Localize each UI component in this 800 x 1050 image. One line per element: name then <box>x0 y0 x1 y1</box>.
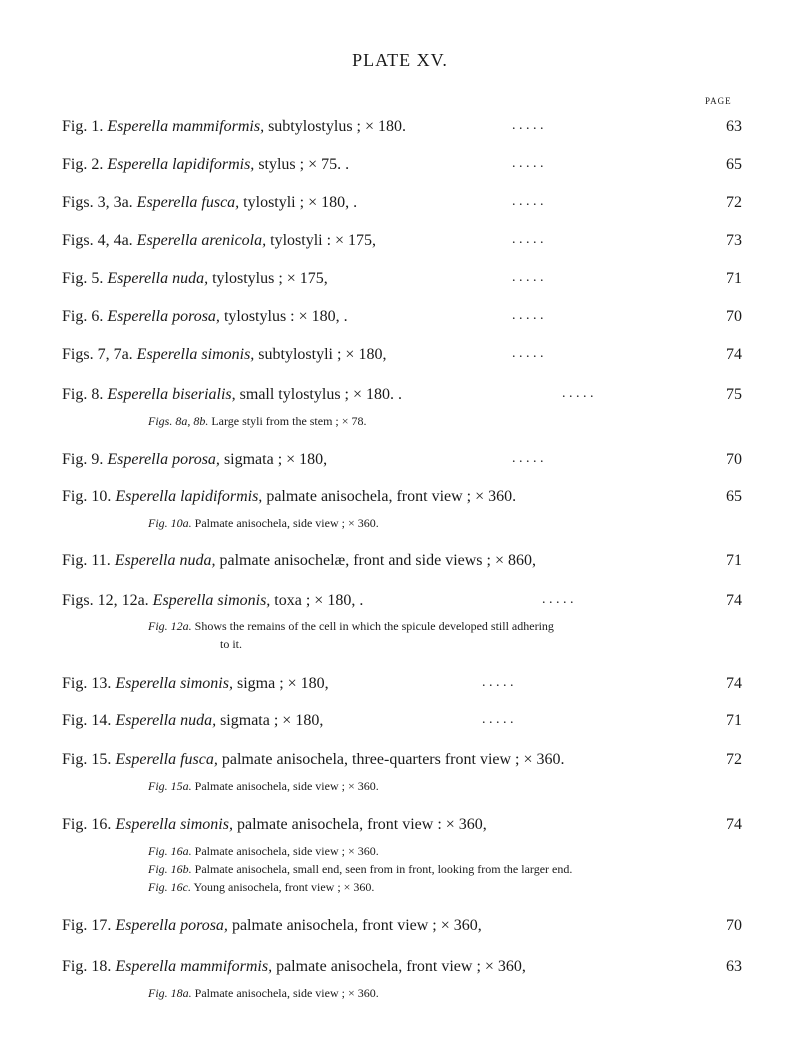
dot-leader: . . . . . <box>562 386 594 401</box>
page-number: 74 <box>726 346 742 363</box>
species-name: Esperella mammiformis, <box>115 958 273 975</box>
entry-label: Fig. 17. Esperella porosa, palmate anisochela, front view ; × 360, <box>62 917 482 934</box>
entry-label: Fig. 5. Esperella nuda, tylostylus ; × 175, <box>62 270 328 287</box>
species-name: Esperella porosa, <box>107 451 220 468</box>
sub-entry: Fig. 12a. Shows the remains of the cell in which the spicule developed still adhering <box>148 619 554 633</box>
entry-label: Figs. 4, 4a. Esperella arenicola, tylostyli : × 175, <box>62 232 377 249</box>
entry-row <box>62 751 742 773</box>
sub-entry: to it. <box>220 637 243 651</box>
page-number: 72 <box>726 194 742 211</box>
species-name: Esperella porosa, <box>107 308 220 325</box>
entry-label: Fig. 14. Esperella nuda, sigmata ; × 180, <box>62 712 324 729</box>
sub-entry: Fig. 16c. Young anisochela, front view ; × 360. <box>148 880 375 894</box>
entry-row <box>62 816 742 838</box>
entry-label: Figs. 7, 7a. Esperella simonis, subtylostyli ; × 180, <box>62 346 387 363</box>
page-number: 70 <box>726 917 742 934</box>
dot-leader: . . . . . <box>512 346 544 361</box>
page-number: 74 <box>726 816 742 833</box>
dot-leader: . . . . . <box>512 118 544 133</box>
entry-row <box>62 958 742 980</box>
page-number: 70 <box>726 451 742 468</box>
entry-label: Fig. 6. Esperella porosa, tylostylus : × 180, . <box>62 308 348 325</box>
species-name: Esperella simonis, <box>136 346 255 363</box>
page-number: 75 <box>726 386 742 403</box>
entry-row <box>62 232 742 254</box>
entry-row <box>62 917 742 939</box>
entry-row <box>62 712 742 734</box>
entry-label: Fig. 13. Esperella simonis, sigma ; × 180, <box>62 675 329 692</box>
entry-row <box>62 346 742 368</box>
sub-entry: Fig. 10a. Palmate anisochela, side view ; × 360. <box>148 516 379 530</box>
page-number: 72 <box>726 751 742 768</box>
entry-row <box>62 386 742 408</box>
dot-leader: . . . . . <box>512 232 544 247</box>
dot-leader: . . . . . <box>482 675 514 690</box>
species-name: Esperella fusca, <box>136 194 240 211</box>
page-number: 71 <box>726 552 742 569</box>
entry-label: Fig. 9. Esperella porosa, sigmata ; × 180, <box>62 451 328 468</box>
dot-leader: . . . . . <box>512 156 544 171</box>
entry-row <box>62 156 742 178</box>
species-name: Esperella nuda, <box>107 270 209 287</box>
species-name: Esperella porosa, <box>115 917 228 934</box>
entry-label: Figs. 3, 3a. Esperella fusca, tylostyli ; × 180, . <box>62 194 358 211</box>
entry-row <box>62 675 742 697</box>
entry-label: Fig. 15. Esperella fusca, palmate anisochela, three-quarters front view ; × 360. <box>62 751 565 768</box>
entry-row <box>62 592 742 614</box>
page-column-header: PAGE <box>705 96 732 106</box>
sub-entry: Fig. 16a. Palmate anisochela, side view ; × 360. <box>148 844 379 858</box>
dot-leader: . . . . . <box>542 592 574 607</box>
species-name: Esperella simonis, <box>115 816 233 833</box>
species-name: Esperella nuda, <box>114 552 216 569</box>
entry-row <box>62 308 742 330</box>
entry-label: Figs. 12, 12a. Esperella simonis, toxa ; × 180, . <box>62 592 364 609</box>
sub-entry: Figs. 8a, 8b. Large styli from the stem ; × 78. <box>148 414 367 428</box>
entry-label: Fig. 2. Esperella lapidiformis, stylus ; × 75. . <box>62 156 350 173</box>
dot-leader: . . . . . <box>512 194 544 209</box>
species-name: Esperella simonis, <box>152 592 271 609</box>
plate-title: PLATE XV. <box>352 50 448 70</box>
page-number: 71 <box>726 712 742 729</box>
entry-row <box>62 552 742 574</box>
dot-leader: . . . . . <box>512 451 544 466</box>
dot-leader: . . . . . <box>482 712 514 727</box>
entry-label: Fig. 16. Esperella simonis, palmate anisochela, front view : × 360, <box>62 816 487 833</box>
page-number: 70 <box>726 308 742 325</box>
species-name: Esperella lapidiformis, <box>107 156 255 173</box>
sub-entry: Fig. 15a. Palmate anisochela, side view ; × 360. <box>148 779 379 793</box>
entry-label: Fig. 10. Esperella lapidiformis, palmate anisochela, front view ; × 360. <box>62 488 517 505</box>
page-number: 63 <box>726 958 742 975</box>
dot-leader: . . . . . <box>512 308 544 323</box>
entry-row <box>62 488 742 510</box>
page-number: 63 <box>726 118 742 135</box>
species-name: Esperella mammiformis, <box>107 118 265 135</box>
entry-row <box>62 118 742 140</box>
page-number: 65 <box>726 156 742 173</box>
sub-entry: Fig. 18a. Palmate anisochela, side view ; × 360. <box>148 986 379 1000</box>
page-number: 73 <box>726 232 742 249</box>
entry-label: Fig. 11. Esperella nuda, palmate anisochelæ, front and side views ; × 860, <box>62 552 536 569</box>
entry-row <box>62 270 742 292</box>
species-name: Esperella arenicola, <box>136 232 267 249</box>
species-name: Esperella lapidiformis, <box>115 488 263 505</box>
page-number: 74 <box>726 675 742 692</box>
page-number: 65 <box>726 488 742 505</box>
sub-entry: Fig. 16b. Palmate anisochela, small end, seen from in front, looking from the larger end. <box>148 862 573 876</box>
entry-row <box>62 194 742 216</box>
species-name: Esperella nuda, <box>115 712 217 729</box>
page-number: 71 <box>726 270 742 287</box>
entry-row <box>62 451 742 473</box>
entry-label: Fig. 1. Esperella mammiformis, subtylostylus ; × 180. <box>62 118 407 135</box>
page-number: 74 <box>726 592 742 609</box>
dot-leader: . . . . . <box>512 270 544 285</box>
entry-label: Fig. 8. Esperella biserialis, small tylostylus ; × 180. . <box>62 386 403 403</box>
species-name: Esperella simonis, <box>115 675 233 692</box>
species-name: Esperella fusca, <box>115 751 218 768</box>
species-name: Esperella biserialis, <box>107 386 236 403</box>
entry-label: Fig. 18. Esperella mammiformis, palmate anisochela, front view ; × 360, <box>62 958 526 975</box>
